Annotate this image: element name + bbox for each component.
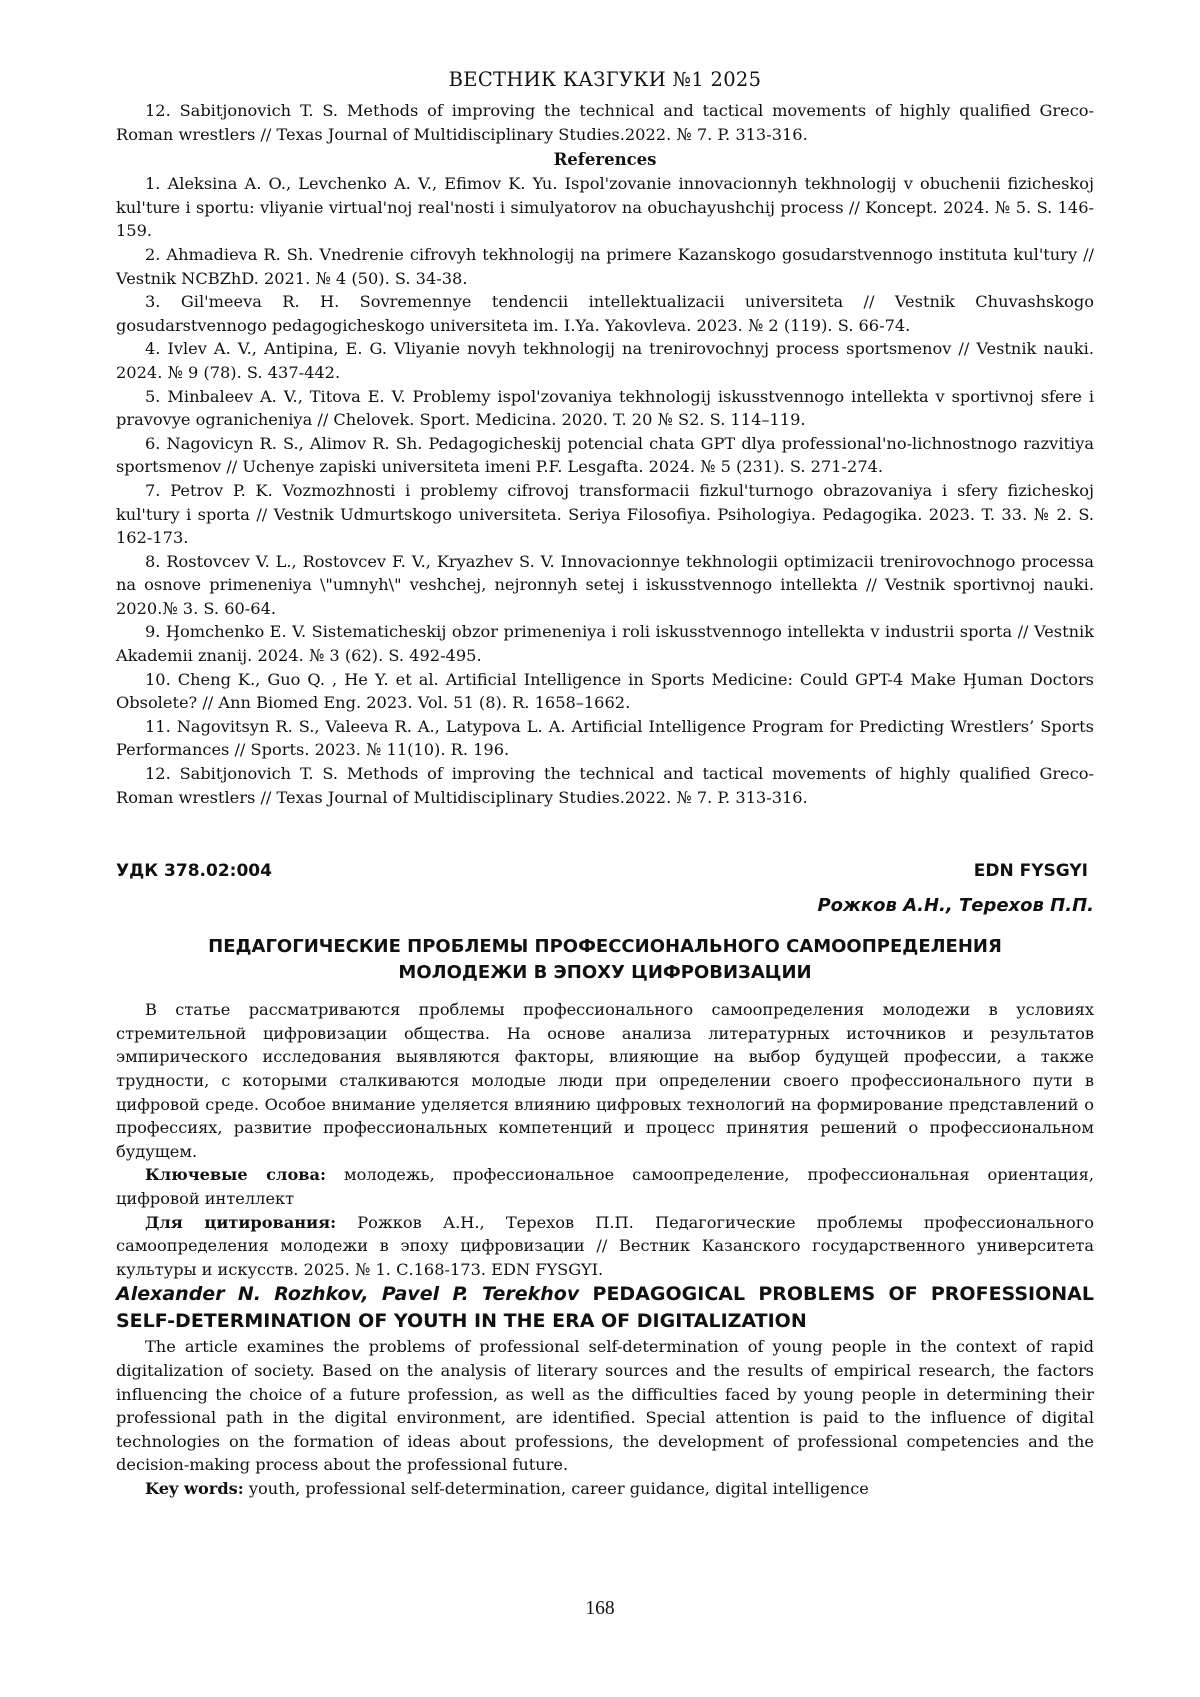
reference-item: 4. Ivlev A. V., Antipina, E. G. Vliyanie novyh tekhnologij na trenirovochnyj process sportsmenov // Vestnik nauki. 2024. № 9 (78). S. 437-442. [116,339,1094,382]
reference-item: 1. Aleksina A. O., Levchenko A. V., Efimov K. Yu. Ispol'zovanie innovacionnyh tekhnologij v obuchenii fizicheskoj kul'ture i sportu: vliyanie virtual'noj real'nosti i simulyatorov na obuchayushchij process // Koncept. 2024. № 5. S. 146-159. [116,174,1094,241]
running-head: ВЕСТНИК КАЗГУКИ №1 2025 [448,68,762,91]
reference-item: 10. Cheng K., Guo Q. , He Y. et al. Artificial Intelligence in Sports Medicine: Could GPT-4 Make Ḩuman Doctors Obsolete? // Ann Biomed Eng. 2023. Vol. 51 (8). R. 1658–1662. [116,669,1094,713]
reference-item: 12. Sabitjonovich T. S. Methods of improving the technical and tactical movements of highly qualified Greco-Roman wrestlers // Texas Journal of Multidisciplinary Studies.2022. № 7. P. 313-316. [116,764,1094,807]
keywords-ru-text: молодежь, профессиональное самоопределение, профессиональная ориентация, цифровой интеллект [116,1165,1094,1208]
reference-item: 6. Nagovicyn R. S., Alimov R. Sh. Pedagogicheskij potencial chata GPT dlya professional'no-lichnostnogo razvitiya sportsmenov // Uchenye zapiski universiteta imeni P.F. Lesgafta. 2024. № 5 (231). S. 271-274. [116,433,1094,477]
reference-item: 8. Rostovcev V. L., Rostovcev F. V., Kryazhev S. V. Innovacionnye tekhnologii optimizacii trenirovochnogo processa na osnove primeneniya \"umnyh\" veshchej, nejronnyh setej i iskusstvennogo intellekta // Vestnik sportivnoj nauki. 2020.№ 3. S. 60-64. [116,551,1094,618]
article-title-ru [116,934,1094,986]
citation [116,1211,1094,1282]
citation-text: Рожков А.Н., Терехов П.П. Педагогические проблемы профессионального самоопределения молодежи в эпоху цифровизации // Вестник Казанского государственного университета культуры и искусств. 2025. № 1. С.168-173. EDN FYSGYI. [116,1212,1095,1279]
udk-code: УДК 378.02:004 [116,861,272,882]
abstract-ru: В статье рассматриваются проблемы профессионального самоопределения молодежи в условиях стремительной цифровизации общества. На основе анализа литературных источников и результатов эмпирического исследования выявляются факторы, влияющие на выбор будущей профессии, а также трудности, с которыми сталкиваются молодые люди при определении своего профессионального пути в цифровой среде. Особое внимание уделяется влиянию цифровых технологий на формирование представлений о профессиях, развитие профессиональных компетенций и процесс принятия решений о профессиональном будущем. [116,1000,1094,1161]
keywords-en-label: Key words: [145,1478,244,1498]
keywords-ru [116,1163,1094,1210]
reference-item: 9. Ḩomchenko E. V. Sistematicheskij obzor primeneniya i roli iskusstvennogo intellekta v industrii sporta // Vestnik Akademii znanij. 2024. № 3 (62). S. 492-495. [116,622,1094,666]
keywords-en-text: youth, professional self-determination, career guidance, digital intelligence [243,1478,869,1498]
keywords-ru-label: Ключевые слова: [145,1165,326,1185]
reference-item: 11. Nagovitsyn R. S., Valeeva R. A., Latypova L. A. Artificial Intelligence Program for Predicting Wrestlers’ Sports Performances // Sports. 2023. № 11(10). R. 196. [116,716,1094,760]
article-title-ru-line2: МОЛОДЕЖИ В ЭПОХУ ЦИФРОВИЗАЦИИ [398,962,812,984]
article-meta-row [116,861,1094,881]
page-content [116,68,1094,1501]
article-title-en [116,1281,1094,1335]
authors-ru: Рожков А.Н., Терехов П.П. [817,895,1094,917]
references-list [116,172,1094,809]
title-en-text: PEDAGOGICAL PROBLEMS OF PROFESSIONAL SELF-DETERMINATION OF YOUTH IN THE ERA OF DIGITALIZATION [116,1283,1094,1333]
previous-list-tail: 12. Sabitjonovich T. S. Methods of improving the technical and tactical movements of highly qualified Greco-Roman wrestlers // Texas Journal of Multidisciplinary Studies.2022. № 7. P. 313-316. [116,101,1094,144]
page-number: 168 [585,1598,615,1619]
keywords-en [116,1477,1094,1501]
citation-label: Для цитирования: [145,1212,337,1232]
abstract-en: The article examines the problems of professional self-determination of young people in the context of rapid digitalization of society. Based on the analysis of literary sources and the results of empirical research, the factors influencing the choice of a future profession, as well as the difficulties faced by young people in determining their professional path in the digital environment, are identified. Special attention is paid to the influence of digital technologies on the formation of ideas about professions, the development of professional competencies and the decision-making process about the professional future. [116,1337,1094,1475]
reference-item: 3. Gil'meeva R. H. Sovremennye tendencii intellektualizacii universiteta // Vestnik Chuvashskogo gosudarstvennogo pedagogicheskogo universiteta im. I.Ya. Yakovleva. 2023. № 2 (119). S. 66-74. [116,292,1094,335]
reference-item: 7. Petrov P. K. Vozmozhnosti i problemy cifrovoj transformacii fizkul'turnogo obrazovaniya i sfery fizicheskoj kul'tury i sporta // Vestnik Udmurtskogo universiteta. Seriya Filosofiya. Psihologiya. Pedagogika. 2023. T. 33. № 2. S. 162-173. [116,480,1094,548]
article-title-ru-line1: ПЕДАГОГИЧЕСКИЕ ПРОБЛЕМЫ ПРОФЕССИОНАЛЬНОГО САМООПРЕДЕЛЕНИЯ [208,936,1002,958]
edn-code: EDN FYSGYI [973,861,1088,882]
reference-item: 2. Ahmadieva R. Sh. Vnedrenie cifrovyh tekhnologij na primere Kazanskogo gosudarstvennogo instituta kul'tury // Vestnik NCBZhD. 2021. № 4 (50). S. 34-38. [116,244,1094,288]
references-heading: References [553,150,657,170]
reference-item: 5. Minbaleev A. V., Titova E. V. Problemy ispol'zovaniya tekhnologij iskusstvennogo intellekta v sportivnoj sfere i pravovye ogranicheniya // Chelovek. Sport. Medicina. 2020. T. 20 № S2. S. 114–119. [116,386,1094,430]
authors-en: Alexander N. Rozhkov, Pavel P. Terekhov [116,1283,580,1306]
